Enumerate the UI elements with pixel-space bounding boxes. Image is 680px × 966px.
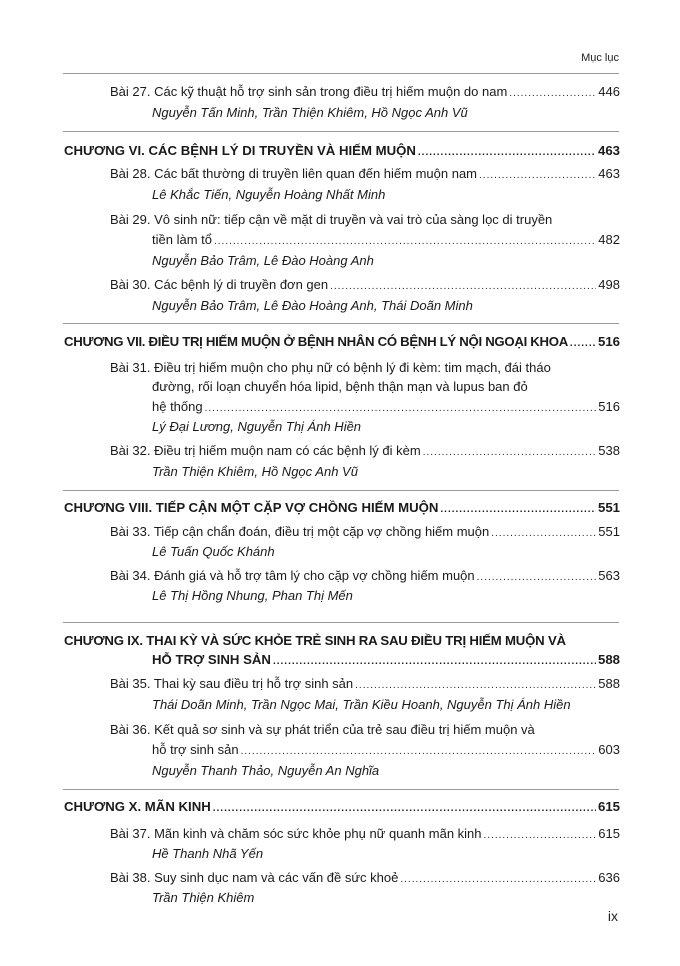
entry-authors: Lê Thị Hồng Nhung, Phan Thị Mến (152, 588, 353, 603)
toc-entry-lesson-36-line1[interactable]: Bài 36. Kết quả sơ sinh và sự phát triển của trẻ sau điều trị hiếm muộn và (110, 722, 535, 737)
page-number: ix (607, 908, 618, 924)
entry-authors: Trần Thiện Khiêm, Hồ Ngọc Anh Vũ (152, 464, 358, 479)
entry-page: 463 (598, 166, 620, 181)
chapter-title: CHƯƠNG VIII. TIẾP CẬN MỘT CẶP VỢ CHỒNG HIẾM MUỘN (64, 500, 439, 515)
toc-entry-chapter-10[interactable] (64, 798, 620, 816)
entry-title: Bài 38. Suy sinh dục nam và các vấn đề sức khoẻ (110, 870, 399, 885)
toc-entry-chapter-9[interactable] (152, 651, 620, 669)
entry-title-cont: tiền làm tổ (152, 232, 212, 247)
toc-entry-chapter-7[interactable] (64, 333, 620, 351)
toc-entry-lesson-31[interactable] (152, 398, 620, 416)
toc-entry-lesson-36[interactable] (152, 741, 620, 759)
toc-entry-lesson-35[interactable] (110, 675, 620, 693)
entry-authors: Trần Thiện Khiêm (152, 890, 255, 905)
section-divider (63, 622, 619, 623)
chapter-page: 615 (597, 799, 620, 814)
entry-authors: Nguyễn Bảo Trâm, Lê Đào Hoàng Anh (152, 253, 374, 268)
entry-authors: Lê Khắc Tiến, Nguyễn Hoàng Nhất Minh (152, 187, 386, 202)
chapter-title-cont: HỖ TRỢ SINH SẢN (152, 652, 271, 667)
dot-leader (400, 874, 596, 886)
entry-title: Bài 34. Đánh giá và hỗ trợ tâm lý cho cặp vợ chồng hiếm muộn (110, 568, 475, 583)
entry-page: 636 (598, 870, 620, 885)
toc-entry-lesson-32[interactable] (110, 442, 620, 460)
entry-title: Bài 28. Các bất thường di truyền liên quan đến hiếm muộn nam (110, 166, 478, 181)
chapter-page: 551 (597, 500, 620, 515)
section-divider (63, 131, 619, 132)
toc-entry-lesson-29-line1[interactable]: Bài 29. Vô sinh nữ: tiếp cận về mặt di truyền và vai trò của sàng lọc di truyền (110, 212, 553, 227)
entry-authors: Nguyễn Tấn Minh, Trần Thiện Khiêm, Hồ Ngọc Anh Vũ (152, 105, 468, 120)
dot-leader (355, 680, 596, 692)
running-header-title: Mục lục (581, 52, 619, 64)
entry-authors: Nguyễn Thanh Thảo, Nguyễn An Nghĩa (152, 763, 380, 778)
entry-title: Bài 30. Các bệnh lý di truyền đơn gen (110, 277, 329, 292)
chapter-title: CHƯƠNG VI. CÁC BỆNH LÝ DI TRUYỀN VÀ HIẾM MUỘN (64, 143, 416, 158)
entry-page: 482 (598, 232, 620, 247)
section-divider (63, 490, 619, 491)
dot-leader (477, 572, 597, 584)
toc-entry-lesson-37[interactable] (110, 825, 620, 843)
toc-entry-lesson-27[interactable] (110, 83, 620, 101)
dot-leader (273, 656, 596, 668)
toc-entry-lesson-34[interactable] (110, 567, 620, 585)
chapter-title: CHƯƠNG X. MÃN KINH (64, 799, 211, 814)
entry-page: 551 (598, 524, 620, 539)
entry-page: 563 (598, 568, 620, 583)
chapter-page: 516 (597, 334, 620, 349)
dot-leader (509, 88, 596, 100)
dot-leader (491, 528, 596, 540)
entry-page: 615 (598, 826, 620, 841)
toc-entry-lesson-30[interactable] (110, 276, 620, 294)
toc-entry-lesson-29[interactable] (152, 231, 620, 249)
chapter-title: CHƯƠNG VII. ĐIỀU TRỊ HIẾM MUỘN Ở BỆNH NHÂN CÓ BỆNH LÝ NỘI NGOẠI KHOA (64, 334, 568, 349)
entry-page: 538 (598, 443, 620, 458)
toc-entry-lesson-38[interactable] (110, 869, 620, 887)
section-divider (63, 789, 619, 790)
entry-title: Bài 32. Điều trị hiếm muộn nam có các bệnh lý đi kèm (110, 443, 421, 458)
dot-leader (213, 803, 596, 815)
entry-page: 603 (598, 742, 620, 757)
entry-authors: Lê Tuấn Quốc Khánh (152, 544, 275, 559)
toc-entry-chapter-6[interactable] (64, 142, 620, 160)
dot-leader (423, 447, 597, 459)
entry-title: Bài 33. Tiếp cận chẩn đoán, điều trị một cặp vợ chồng hiếm muộn (110, 524, 490, 539)
entry-title-cont: hệ thống (152, 399, 203, 414)
toc-entry-chapter-9-line1[interactable]: CHƯƠNG IX. THAI KỲ VÀ SỨC KHỎE TRẺ SINH RA SAU ĐIỀU TRỊ HIẾM MUỘN VÀ (64, 633, 566, 648)
entry-title: Bài 27. Các kỹ thuật hỗ trợ sinh sản trong điều trị hiếm muộn do nam (110, 84, 508, 99)
toc-entry-lesson-33[interactable] (110, 523, 620, 541)
dot-leader (418, 147, 596, 159)
entry-page: 516 (598, 399, 620, 414)
chapter-page: 588 (597, 652, 620, 667)
entry-title-cont: hỗ trợ sinh sản (152, 742, 239, 757)
dot-leader (205, 403, 597, 415)
toc-entry-lesson-28[interactable] (110, 165, 620, 183)
dot-leader (484, 830, 597, 842)
entry-page: 446 (598, 84, 620, 99)
entry-authors: Nguyễn Bảo Trâm, Lê Đào Hoàng Anh, Thái Doãn Minh (152, 298, 473, 313)
entry-page: 588 (598, 676, 620, 691)
toc-entry-lesson-31-line1[interactable]: Bài 31. Điều trị hiếm muộn cho phụ nữ có bệnh lý đi kèm: tim mạch, đái tháo (110, 360, 551, 375)
entry-title: Bài 35. Thai kỳ sau điều trị hỗ trợ sinh sản (110, 676, 354, 691)
toc-entry-lesson-31-line2[interactable]: đường, rối loạn chuyển hóa lipid, bệnh thận mạn và lupus ban đỏ (152, 379, 528, 394)
dot-leader (214, 236, 596, 248)
entry-page: 498 (598, 277, 620, 292)
section-divider (63, 323, 619, 324)
dot-leader (479, 170, 596, 182)
chapter-page: 463 (597, 143, 620, 158)
dot-leader (440, 504, 596, 516)
dot-leader (570, 338, 596, 350)
entry-authors: Thái Doãn Minh, Trần Ngọc Mai, Trần Kiều Hoanh, Nguyễn Thị Ánh Hiền (152, 697, 571, 712)
dot-leader (330, 281, 596, 293)
toc-entry-chapter-8[interactable] (64, 499, 620, 517)
entry-authors: Lý Đại Lương, Nguyễn Thị Ánh Hiền (152, 419, 362, 434)
dot-leader (241, 746, 597, 758)
entry-authors: Hề Thanh Nhã Yến (152, 846, 264, 861)
entry-title: Bài 37. Mãn kinh và chăm sóc sức khỏe phụ nữ quanh mãn kinh (110, 826, 482, 841)
